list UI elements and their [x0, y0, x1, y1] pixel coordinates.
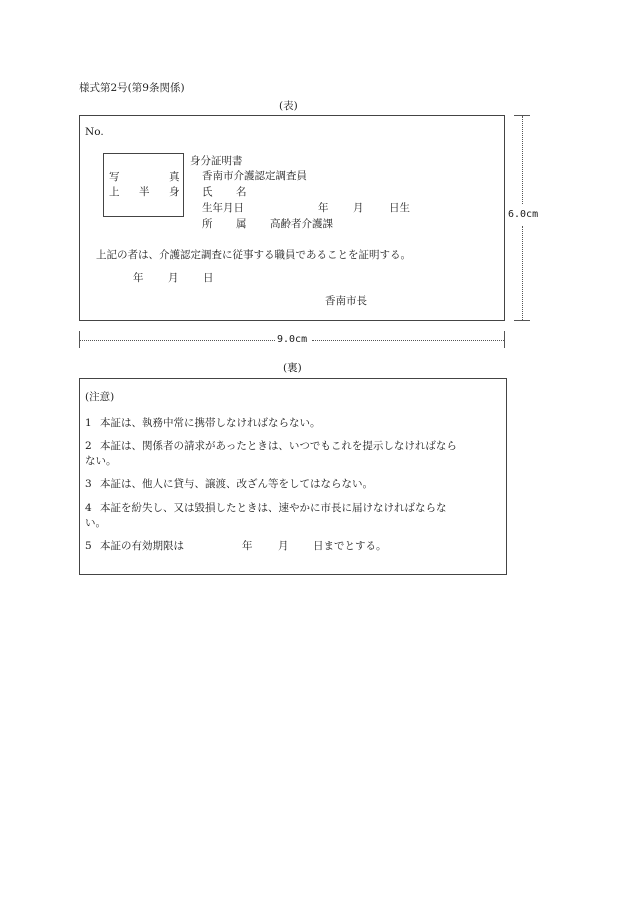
dept-value: 高齢者介護課: [270, 218, 333, 230]
note-4-cont: い。: [85, 517, 106, 529]
cert-date-year: 年: [133, 272, 144, 284]
birth-day: 日生: [389, 202, 410, 214]
issuer: 香南市長: [325, 295, 367, 307]
dept-label-1: 所: [202, 218, 213, 230]
card-role: 香南市介護認定調査員: [202, 170, 307, 182]
dim-height-label: 6.0cm: [508, 209, 539, 220]
dim-width-right-tick: [504, 331, 505, 348]
notes-title: (注意): [85, 391, 115, 403]
dim-height-line-upper: [522, 116, 523, 204]
dim-height-line-lower: [522, 226, 523, 320]
note-1-num: 1: [85, 417, 92, 429]
photo-label-1b: 真: [169, 171, 180, 183]
back-heading: (裏): [283, 362, 302, 374]
note-4-num: 4: [85, 502, 92, 514]
birth-month: 月: [353, 202, 364, 214]
note-2-text: 本証は、関係者の請求があったときは、いつでもこれを提示しなければなら: [100, 440, 457, 452]
note-3-num: 3: [85, 478, 92, 490]
card-title: 身分証明書: [190, 155, 243, 167]
cert-date-day: 日: [203, 272, 214, 284]
dim-height-bottom-tick: [514, 320, 530, 321]
note-3-text: 本証は、他人に貸与、譲渡、改ざん等をしてはならない。: [100, 478, 373, 490]
note-5-month: 月: [278, 540, 289, 552]
photo-label-1a: 写: [109, 171, 120, 183]
note-2-num: 2: [85, 440, 92, 452]
note-5-num: 5: [85, 540, 92, 552]
front-heading: (表): [279, 100, 298, 112]
note-5-until: 日までとする。: [313, 540, 387, 552]
photo-label-2b: 半: [139, 186, 150, 198]
note-2-cont: ない。: [85, 455, 117, 467]
certify-text: 上記の者は、介護認定調査に従事する職員であることを証明する。: [96, 249, 411, 261]
photo-label-2a: 上: [109, 186, 120, 198]
form-label: 様式第2号(第9条関係): [79, 82, 185, 94]
birth-year: 年: [318, 202, 329, 214]
photo-box: [103, 153, 184, 217]
dim-width-line-left: [80, 340, 275, 341]
name-label-2: 名: [236, 186, 247, 198]
dim-width-line-right: [312, 340, 504, 341]
note-4-text: 本証を紛失し、又は毀損したときは、速やかに市長に届けなければならな: [100, 502, 447, 514]
photo-label-2c: 身: [169, 186, 180, 198]
birth-label: 生年月日: [202, 202, 244, 214]
dept-label-2: 属: [236, 218, 247, 230]
no-label: No.: [85, 126, 104, 138]
note-1-text: 本証は、執務中常に携帯しなければならない。: [100, 417, 321, 429]
name-label-1: 氏: [202, 186, 213, 198]
note-5-year: 年: [242, 540, 253, 552]
dim-width-label: 9.0cm: [277, 334, 308, 345]
note-5-text: 本証の有効期限は: [100, 540, 184, 552]
cert-date-month: 月: [168, 272, 179, 284]
